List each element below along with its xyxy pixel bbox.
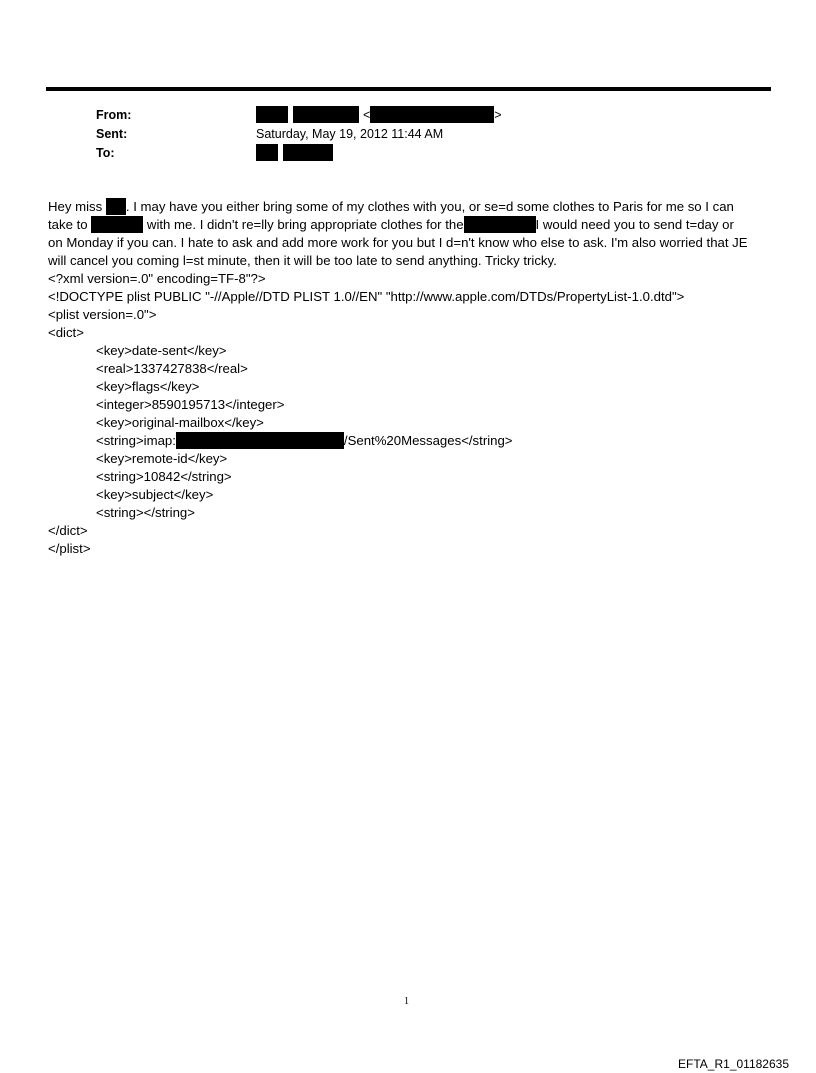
redaction-box	[91, 216, 143, 233]
from-gt: >	[494, 108, 502, 122]
xml-line: <!DOCTYPE plist PUBLIC "-//Apple//DTD PLIST 1.0//EN" "http://www.apple.com/DTDs/PropertyList-1.0.dtd">	[48, 289, 685, 304]
xml-line: </plist>	[48, 541, 91, 556]
body-line: take to with me. I didn't re=lly bring appropriate clothes for the I would need you to send t=day or	[48, 217, 734, 232]
redaction-box	[256, 106, 288, 123]
xml-line: <real>1337427838</real>	[96, 361, 248, 376]
to-value	[256, 144, 333, 162]
redaction-box	[293, 106, 359, 123]
redaction-box	[256, 144, 278, 161]
xml-line: <integer>8590195713</integer>	[96, 397, 285, 412]
xml-line: <string>imap: /Sent%20Messages</string>	[96, 433, 513, 448]
redaction-box	[283, 144, 333, 161]
xml-line: <key>flags</key>	[96, 379, 200, 394]
page-number: 1	[404, 996, 409, 1007]
xml-line: <plist version=.0">	[48, 307, 157, 322]
xml-line: <key>original-mailbox</key>	[96, 415, 264, 430]
xml-line: <?xml version=.0" encoding=TF-8"?>	[48, 271, 266, 286]
redaction-box	[370, 106, 494, 123]
xml-line: <dict>	[48, 325, 84, 340]
email-body	[48, 198, 773, 558]
redaction-box	[106, 198, 126, 215]
xml-line: </dict>	[48, 523, 88, 538]
redaction-box	[464, 216, 536, 233]
xml-line: <string></string>	[96, 505, 195, 520]
sent-value: Saturday, May 19, 2012 11:44 AM	[256, 127, 444, 141]
xml-line: <string>10842</string>	[96, 469, 232, 484]
body-line: will cancel you coming l=st minute, then it will be too late to send anything. Tricky tricky.	[48, 253, 557, 268]
xml-line: <key>date-sent</key>	[96, 343, 227, 358]
header-rule	[46, 87, 771, 91]
document-id: EFTA_R1_01182635	[678, 1057, 789, 1071]
from-value	[256, 106, 502, 124]
to-label: To:	[96, 146, 115, 160]
body-line: on Monday if you can. I hate to ask and add more work for you but I d=n't know who else to ask. I'm also worried that JE	[48, 235, 748, 250]
xml-line: <key>remote-id</key>	[96, 451, 228, 466]
sent-label: Sent:	[96, 127, 128, 141]
xml-line: <key>subject</key>	[96, 487, 214, 502]
from-lt: <	[362, 108, 371, 122]
redaction-box	[176, 432, 344, 449]
from-label: From:	[96, 108, 132, 122]
body-line: Hey miss . I may have you either bring some of my clothes with you, or se=d some clothes to Paris for me so I can	[48, 199, 734, 214]
